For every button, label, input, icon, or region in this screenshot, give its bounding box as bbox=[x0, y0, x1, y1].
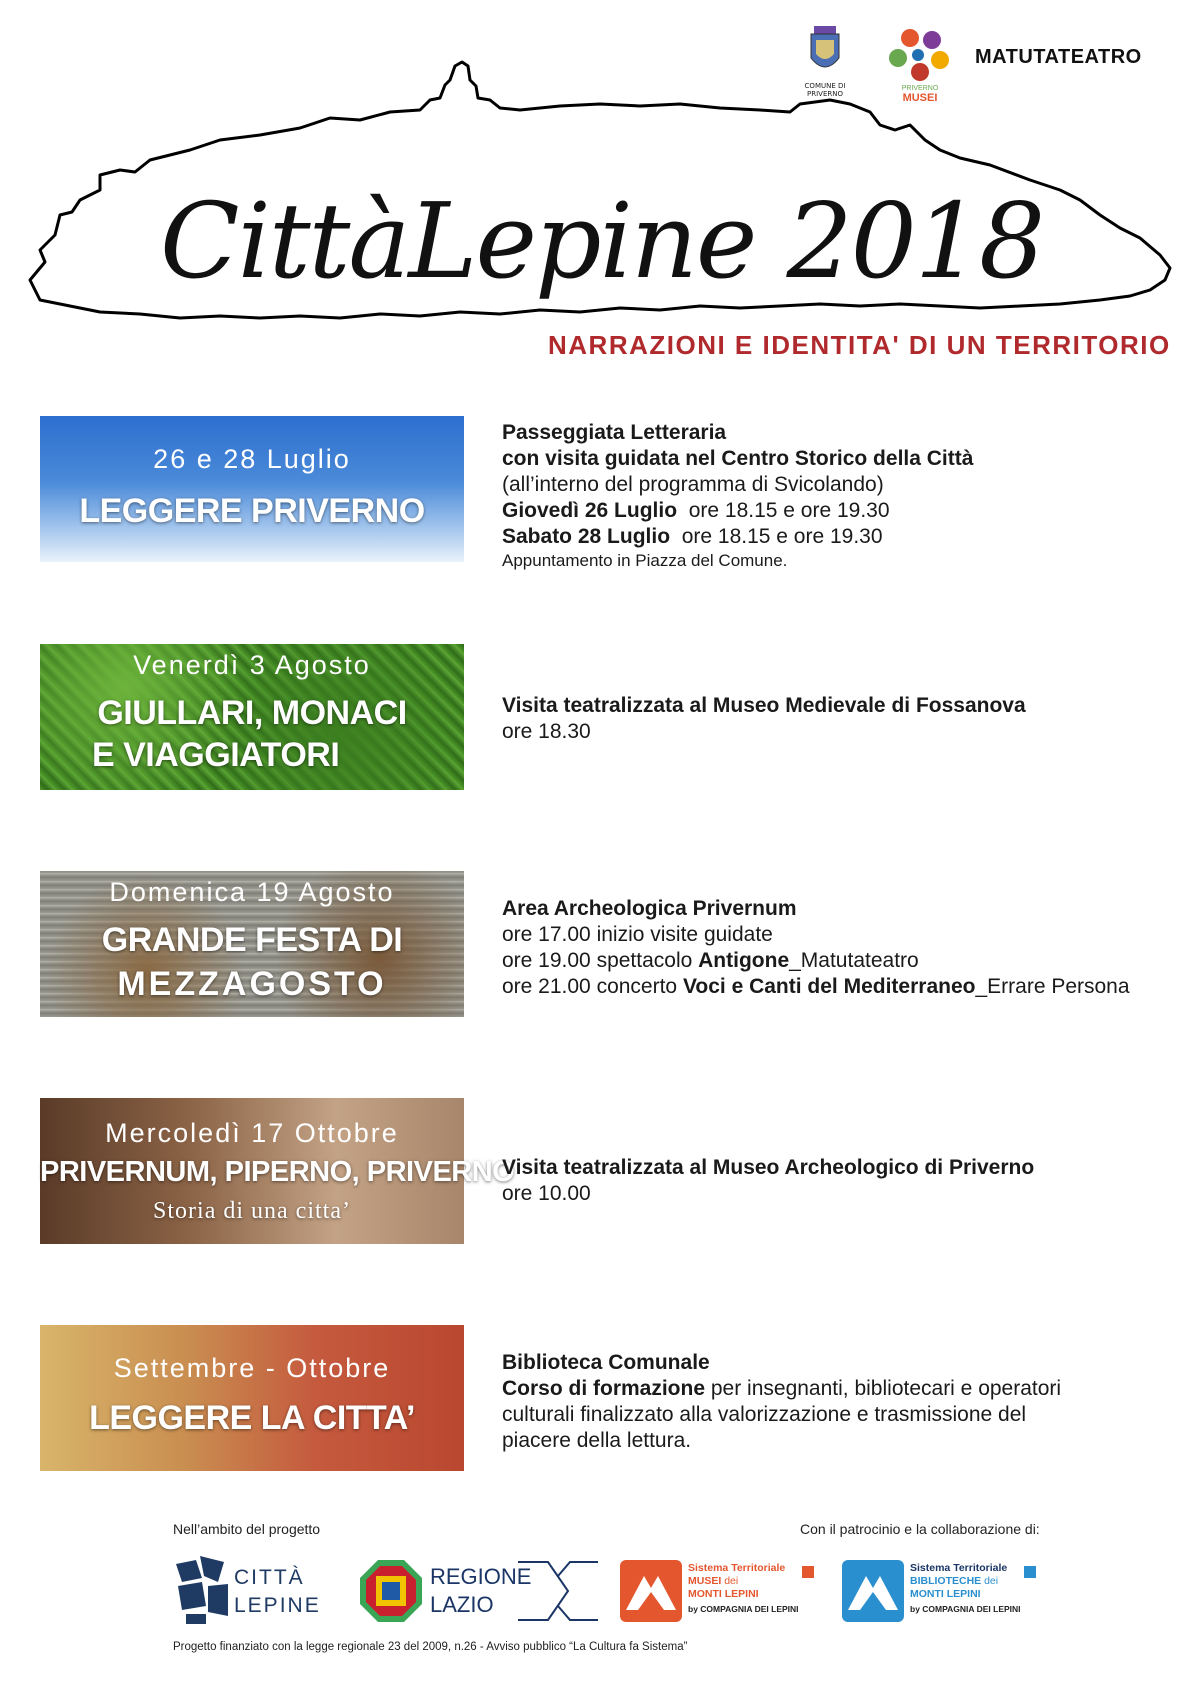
event-title: Biblioteca Comunale bbox=[502, 1351, 710, 1374]
event-banner-1 bbox=[40, 416, 464, 562]
concert-name: Voci e Canti del Mediterraneo bbox=[682, 975, 976, 998]
musei-text-1: Sistema Territoriale bbox=[688, 1562, 786, 1574]
event-time: ore 10.00 bbox=[502, 1182, 591, 1205]
event-date-2 bbox=[502, 524, 1182, 550]
footer-patronage-label: Con il patrocinio e la collaborazione di: bbox=[800, 1521, 1040, 1537]
regione-text-2: LAZIO bbox=[430, 1592, 494, 1617]
funding-note: Progetto finanziato con la legge regionale 23 del 2009, n.26 - Avviso pubblico “La Cultura fa Sistema” bbox=[173, 1641, 688, 1653]
biblioteche-text-2: BIBLIOTECHE bbox=[910, 1575, 982, 1587]
performer-name: _Matutateatro bbox=[789, 949, 919, 972]
date-label: Sabato 28 Luglio bbox=[502, 525, 671, 548]
musei-text-6: COMPAGNIA DEI LEPINI bbox=[700, 1604, 799, 1614]
banner-date: Mercoledì 17 Ottobre bbox=[105, 1118, 399, 1148]
musei-text-5: by bbox=[688, 1604, 698, 1614]
banner-subtitle: Storia di una citta’ bbox=[153, 1198, 351, 1224]
date-label: Giovedì 26 Luglio bbox=[502, 499, 678, 522]
date-times: ore 18.15 e ore 19.30 bbox=[677, 499, 890, 522]
biblioteche-text-4: MONTI LEPINI bbox=[910, 1588, 981, 1600]
performance-name: Antigone bbox=[698, 949, 790, 972]
mountain-blocks-icon bbox=[172, 1556, 232, 1626]
event-banner-4 bbox=[40, 1098, 515, 1244]
banner-date: Domenica 19 Agosto bbox=[109, 877, 395, 907]
event-line-2 bbox=[502, 948, 1182, 974]
event-details-2 bbox=[502, 693, 1182, 745]
line-text: ore 21.00 concerto bbox=[502, 975, 683, 998]
event-details-3 bbox=[502, 896, 1182, 1000]
line-text: ore 19.00 spettacolo bbox=[502, 949, 699, 972]
event-banner-3 bbox=[40, 871, 464, 1017]
course-text: per insegnanti, bibliotecari e operatori bbox=[705, 1377, 1062, 1400]
banner-title: GRANDE FESTA DI bbox=[101, 921, 403, 959]
event-line-1 bbox=[502, 1376, 1182, 1402]
biblioteche-text-1: Sistema Territoriale bbox=[910, 1562, 1008, 1574]
priverno-musei-logo bbox=[880, 24, 960, 104]
biblioteche-mountain-icon bbox=[842, 1560, 904, 1622]
citta-lepine-text-1: CITTÀ bbox=[234, 1566, 305, 1589]
musei-square-icon bbox=[802, 1566, 814, 1578]
comune-priverno-logo bbox=[790, 24, 860, 98]
citta-lepine-logo bbox=[172, 1556, 332, 1626]
event-subtitle: con visita guidata nel Centro Storico della Città bbox=[502, 447, 974, 470]
biblioteche-text-3: dei bbox=[984, 1575, 999, 1587]
banner-title: GIULLARI, MONACI bbox=[97, 694, 407, 732]
biblioteche-text-5: by bbox=[910, 1604, 920, 1614]
musei-text-3: dei bbox=[724, 1575, 739, 1587]
banner-title: LEGGERE PRIVERNO bbox=[79, 492, 425, 530]
musei-logo-text-1: PRIVERNO bbox=[901, 85, 939, 92]
biblioteche-text-6: COMPAGNIA DEI LEPINI bbox=[922, 1604, 1021, 1614]
event-time: ore 18.30 bbox=[502, 720, 591, 743]
regione-x-mark-icon bbox=[518, 1558, 598, 1624]
event-line-2: culturali finalizzato alla valorizzazione e trasmissione del bbox=[502, 1403, 1027, 1426]
comune-caption-2: PRIVERNO bbox=[807, 90, 843, 98]
event-meeting-point: Appuntamento in Piazza del Comune. bbox=[502, 551, 788, 570]
banner-date: Settembre - Ottobre bbox=[113, 1353, 391, 1383]
footer-project-label: Nell’ambito del progetto bbox=[173, 1521, 321, 1537]
biblioteche-square-icon bbox=[1024, 1566, 1036, 1578]
coat-of-arms-icon bbox=[806, 24, 844, 78]
regione-text-1: REGIONE bbox=[430, 1564, 532, 1589]
banner-title-2: MEZZAGOSTO bbox=[117, 965, 387, 1003]
event-line-3 bbox=[502, 974, 1182, 1000]
sistema-biblioteche-logo bbox=[842, 1556, 1042, 1626]
event-title: Visita teatralizzata al Museo Medievale di Fossanova bbox=[502, 694, 1026, 717]
event-line-1: ore 17.00 inizio visite guidate bbox=[502, 923, 773, 946]
event-banner-2 bbox=[40, 644, 464, 790]
event-details-1 bbox=[502, 420, 1182, 572]
comune-caption-1: COMUNE DI bbox=[804, 82, 846, 90]
header-logos bbox=[780, 24, 1180, 114]
event-title: Area Archeologica Privernum bbox=[502, 897, 797, 920]
banner-title-2: E VIAGGIATORI bbox=[92, 736, 340, 774]
event-details-5 bbox=[502, 1350, 1182, 1454]
event-title: Visita teatralizzata al Museo Archeologico di Priverno bbox=[502, 1156, 1035, 1179]
banner-title: LEGGERE LA CITTA’ bbox=[89, 1399, 415, 1437]
musei-mountain-icon bbox=[620, 1560, 682, 1622]
banner-date: Venerdì 3 Agosto bbox=[133, 650, 371, 680]
regione-emblem-icon bbox=[358, 1558, 424, 1624]
banner-date: 26 e 28 Luglio bbox=[153, 444, 351, 474]
musei-text-4: MONTI LEPINI bbox=[688, 1588, 759, 1600]
event-line-3: piacere della lettura. bbox=[502, 1429, 692, 1452]
date-times: ore 18.15 e ore 19.30 bbox=[670, 525, 883, 548]
citta-lepine-text-2: LEPINE bbox=[234, 1594, 321, 1617]
poster-subtitle: NARRAZIONI E IDENTITA' DI UN TERRITORIO bbox=[548, 330, 1171, 360]
course-name: Corso di formazione bbox=[502, 1377, 706, 1400]
event-details-4 bbox=[502, 1155, 1182, 1207]
sistema-musei-logo bbox=[620, 1556, 820, 1626]
matutateatro-logo: MATUTATEATRO bbox=[975, 46, 1142, 68]
regione-lazio-logo bbox=[358, 1556, 598, 1626]
performer-name: _Errare Persona bbox=[975, 975, 1130, 998]
musei-text-2: MUSEI bbox=[688, 1575, 722, 1587]
poster-title: CittàLepine 2018 bbox=[160, 180, 1044, 302]
event-date-1 bbox=[502, 498, 1182, 524]
event-note: (all’interno del programma di Svicolando) bbox=[502, 473, 884, 496]
banner-title: PRIVERNUM, PIPERNO, PRIVERNO bbox=[40, 1156, 515, 1188]
event-title: Passeggiata Letteraria bbox=[502, 421, 727, 444]
musei-logo-text-2: MUSEI bbox=[902, 92, 938, 104]
event-banner-5 bbox=[40, 1325, 464, 1471]
